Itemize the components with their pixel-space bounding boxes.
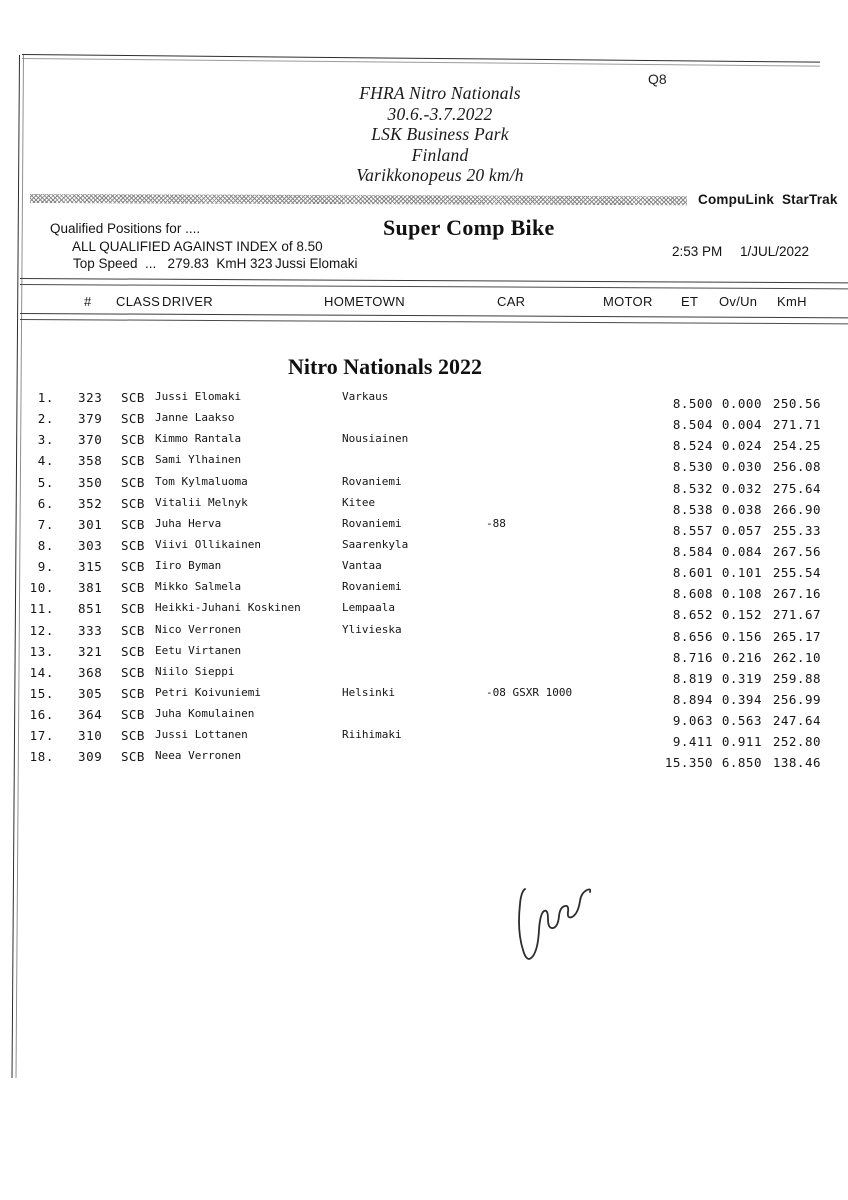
row-et: 8.538 bbox=[672, 501, 713, 517]
row-car: -08 GSXR 1000 bbox=[486, 685, 573, 699]
row-class: SCB bbox=[121, 537, 145, 553]
row-kmh: 259.88 bbox=[772, 670, 821, 686]
row-car-number: 364 bbox=[78, 707, 103, 723]
table-row bbox=[0, 494, 848, 515]
row-car-number: 370 bbox=[78, 432, 103, 448]
row-car: -88 bbox=[486, 516, 506, 530]
row-et: 8.608 bbox=[672, 586, 713, 602]
row-position: 5. bbox=[37, 474, 54, 490]
top-speed-holder-name: Jussi Elomaki bbox=[275, 256, 358, 271]
row-car-number: 381 bbox=[78, 580, 103, 596]
col-header-ovun: Ov/Un bbox=[719, 294, 758, 309]
row-position: 8. bbox=[37, 537, 54, 553]
row-et: 8.500 bbox=[672, 396, 713, 411]
col-header-hometown: HOMETOWN bbox=[324, 294, 405, 309]
table-row bbox=[0, 451, 848, 475]
row-position: 18. bbox=[29, 749, 54, 765]
row-car-number: 309 bbox=[78, 749, 103, 765]
col-header-driver: DRIVER bbox=[162, 294, 213, 309]
row-kmh: 250.56 bbox=[772, 396, 821, 411]
row-ovun: 0.563 bbox=[721, 713, 762, 729]
row-ovun: 0.108 bbox=[721, 586, 762, 602]
results-table bbox=[0, 388, 848, 769]
col-header-motor: MOTOR bbox=[603, 294, 653, 309]
row-car-number: 333 bbox=[78, 622, 103, 638]
row-position: 12. bbox=[29, 622, 54, 638]
row-class: SCB bbox=[121, 601, 145, 617]
row-kmh: 255.54 bbox=[772, 565, 821, 581]
row-kmh: 265.17 bbox=[772, 628, 821, 644]
table-row bbox=[0, 409, 848, 433]
event-dates: 30.6.-3.7.2022 bbox=[387, 103, 493, 124]
top-speed-line: Top Speed ... 279.83 KmH bbox=[73, 256, 247, 271]
row-class: SCB bbox=[121, 643, 145, 659]
row-kmh: 138.46 bbox=[772, 755, 821, 771]
header-rule-top bbox=[20, 278, 848, 289]
table-row bbox=[0, 473, 848, 494]
row-kmh: 255.33 bbox=[772, 522, 821, 538]
row-class: SCB bbox=[121, 664, 145, 680]
row-hometown: Riihimaki bbox=[342, 728, 402, 742]
row-et: 15.350 bbox=[664, 755, 713, 771]
row-car-number: 368 bbox=[78, 664, 103, 680]
row-et: 8.601 bbox=[672, 565, 713, 581]
row-class: SCB bbox=[121, 728, 145, 744]
row-kmh: 266.90 bbox=[772, 501, 821, 517]
row-ovun: 0.000 bbox=[721, 396, 762, 411]
table-row bbox=[0, 726, 848, 750]
event-venue: LSK Business Park bbox=[371, 124, 509, 144]
row-car-number: 323 bbox=[78, 390, 103, 405]
timing-brand: CompuLink StarTrak bbox=[698, 192, 838, 207]
row-kmh: 271.71 bbox=[772, 417, 821, 433]
row-car-number: 301 bbox=[78, 516, 103, 532]
row-driver: Iiro Byman bbox=[155, 559, 222, 573]
event-header bbox=[240, 83, 640, 186]
row-car-number: 305 bbox=[78, 685, 103, 701]
row-et: 8.524 bbox=[672, 438, 713, 454]
row-hometown: Ylivieska bbox=[342, 622, 402, 636]
table-row bbox=[0, 578, 848, 602]
row-kmh: 275.64 bbox=[772, 480, 821, 496]
row-driver: Jussi Elomaki bbox=[155, 390, 242, 403]
row-class: SCB bbox=[121, 474, 145, 490]
table-row bbox=[0, 642, 848, 663]
row-position: 17. bbox=[29, 728, 54, 744]
table-row bbox=[0, 663, 848, 684]
row-ovun: 0.394 bbox=[721, 691, 762, 707]
row-car-number: 352 bbox=[78, 495, 103, 511]
row-ovun: 0.319 bbox=[721, 670, 762, 686]
row-kmh: 256.08 bbox=[772, 459, 821, 475]
row-driver: Petri Koivuniemi bbox=[155, 685, 261, 699]
row-class: SCB bbox=[121, 453, 145, 469]
row-hometown: Rovaniemi bbox=[342, 580, 402, 594]
table-row bbox=[0, 536, 848, 557]
row-kmh: 271.67 bbox=[772, 607, 821, 623]
row-class: SCB bbox=[121, 390, 145, 405]
row-car-number: 851 bbox=[78, 601, 103, 617]
row-driver: Mikko Salmela bbox=[155, 580, 242, 594]
header-rule-bottom bbox=[20, 313, 848, 324]
row-driver: Nico Verronen bbox=[155, 622, 242, 636]
row-et: 8.656 bbox=[672, 628, 713, 644]
row-driver: Juha Komulainen bbox=[155, 707, 255, 721]
print-date: 1/JUL/2022 bbox=[740, 244, 810, 259]
row-et: 8.819 bbox=[672, 670, 713, 686]
row-hometown: Varkaus bbox=[342, 390, 389, 403]
row-position: 2. bbox=[37, 411, 54, 427]
row-hometown: Rovaniemi bbox=[342, 516, 402, 530]
row-driver: Vitalii Melnyk bbox=[155, 495, 248, 509]
row-car-number: 379 bbox=[78, 411, 103, 427]
row-ovun: 0.156 bbox=[721, 628, 762, 644]
event-pit-speed: Varikkonopeus 20 km/h bbox=[356, 165, 524, 185]
row-position: 1. bbox=[37, 390, 54, 405]
row-et: 8.584 bbox=[672, 543, 713, 559]
row-position: 7. bbox=[37, 516, 54, 532]
row-class: SCB bbox=[121, 559, 145, 575]
dither-divider bbox=[30, 194, 687, 205]
row-car-number: 315 bbox=[78, 559, 103, 575]
row-kmh: 256.99 bbox=[772, 691, 821, 707]
row-et: 9.063 bbox=[672, 713, 713, 729]
row-position: 3. bbox=[37, 432, 54, 448]
top-speed-holder-number: 323 bbox=[250, 256, 273, 271]
table-row bbox=[0, 388, 848, 409]
row-driver: Sami Ylhainen bbox=[155, 453, 242, 467]
table-row bbox=[0, 515, 848, 536]
col-header-car: CAR bbox=[497, 294, 526, 309]
row-et: 8.716 bbox=[672, 649, 713, 665]
row-position: 14. bbox=[29, 664, 54, 680]
row-driver: Niilo Sieppi bbox=[155, 664, 235, 678]
row-et: 8.504 bbox=[672, 417, 713, 433]
row-hometown: Lempaala bbox=[342, 601, 395, 615]
row-kmh: 254.25 bbox=[772, 438, 821, 454]
row-ovun: 0.024 bbox=[721, 438, 762, 454]
index-line: ALL QUALIFIED AGAINST INDEX of 8.50 bbox=[72, 239, 323, 254]
row-car-number: 358 bbox=[78, 453, 103, 469]
print-time: 2:53 PM bbox=[672, 244, 723, 259]
row-car-number: 303 bbox=[78, 537, 103, 553]
table-row bbox=[0, 557, 848, 581]
row-class: SCB bbox=[121, 495, 145, 511]
row-class: SCB bbox=[121, 622, 145, 638]
row-kmh: 267.56 bbox=[772, 543, 821, 559]
page-edge-top bbox=[22, 54, 820, 66]
row-class: SCB bbox=[121, 432, 145, 448]
row-ovun: 0.057 bbox=[721, 522, 762, 538]
table-row bbox=[0, 621, 848, 642]
table-row bbox=[0, 684, 848, 705]
col-header-class: CLASS bbox=[116, 294, 161, 309]
row-et: 8.532 bbox=[672, 480, 713, 496]
row-et: 8.557 bbox=[672, 522, 713, 538]
row-class: SCB bbox=[121, 580, 145, 596]
row-driver: Eetu Virtanen bbox=[155, 643, 242, 657]
row-ovun: 0.004 bbox=[721, 417, 762, 433]
row-position: 11. bbox=[29, 601, 54, 617]
row-ovun: 0.038 bbox=[721, 501, 762, 517]
row-class: SCB bbox=[121, 685, 145, 701]
row-ovun: 0.030 bbox=[721, 459, 762, 475]
row-position: 16. bbox=[29, 707, 54, 723]
signature-scribble bbox=[498, 878, 608, 966]
row-class: SCB bbox=[121, 411, 145, 427]
row-kmh: 262.10 bbox=[772, 649, 821, 665]
table-row bbox=[0, 599, 848, 623]
row-et: 9.411 bbox=[672, 734, 713, 750]
row-position: 9. bbox=[37, 559, 54, 575]
row-driver: Neea Verronen bbox=[155, 749, 242, 763]
row-hometown: Saarenkyla bbox=[342, 537, 409, 551]
row-class: SCB bbox=[121, 707, 145, 723]
row-position: 13. bbox=[29, 643, 54, 659]
row-kmh: 267.16 bbox=[772, 586, 821, 602]
col-header-kmh: KmH bbox=[777, 294, 807, 309]
table-row bbox=[0, 705, 848, 729]
results-title: Nitro Nationals 2022 bbox=[288, 354, 482, 379]
row-driver: Viivi Ollikainen bbox=[155, 537, 261, 551]
row-position: 6. bbox=[37, 495, 54, 511]
row-class: SCB bbox=[121, 516, 145, 532]
row-ovun: 0.911 bbox=[721, 734, 762, 750]
row-ovun: 0.032 bbox=[721, 480, 762, 496]
class-title: Super Comp Bike bbox=[383, 215, 555, 240]
row-ovun: 0.152 bbox=[721, 607, 762, 623]
row-position: 15. bbox=[29, 685, 54, 701]
row-driver: Juha Herva bbox=[155, 516, 222, 530]
row-kmh: 252.80 bbox=[772, 734, 821, 750]
row-ovun: 0.084 bbox=[721, 543, 762, 559]
row-kmh: 247.64 bbox=[772, 713, 821, 729]
table-row bbox=[0, 430, 848, 454]
row-driver: Tom Kylmaluoma bbox=[155, 474, 248, 488]
event-name: FHRA Nitro Nationals bbox=[359, 83, 521, 103]
row-class: SCB bbox=[121, 749, 145, 765]
row-et: 8.530 bbox=[672, 459, 713, 475]
row-car-number: 321 bbox=[78, 643, 103, 659]
round-label: Q8 bbox=[648, 71, 667, 87]
row-car-number: 350 bbox=[78, 474, 103, 490]
col-header-pos: # bbox=[84, 294, 92, 309]
row-hometown: Rovaniemi bbox=[342, 474, 402, 488]
row-driver: Jussi Lottanen bbox=[155, 728, 248, 742]
row-ovun: 0.216 bbox=[721, 649, 762, 665]
row-position: 10. bbox=[29, 580, 54, 596]
row-hometown: Nousiainen bbox=[342, 432, 409, 446]
row-ovun: 6.850 bbox=[721, 755, 762, 771]
table-row bbox=[0, 747, 848, 771]
row-hometown: Vantaa bbox=[342, 559, 382, 573]
row-et: 8.652 bbox=[672, 607, 713, 623]
row-driver: Heikki-Juhani Koskinen bbox=[155, 601, 301, 615]
row-driver: Kimmo Rantala bbox=[155, 432, 242, 446]
row-et: 8.894 bbox=[672, 691, 713, 707]
row-ovun: 0.101 bbox=[721, 565, 762, 581]
qualified-positions-label: Qualified Positions for .... bbox=[50, 221, 201, 236]
row-car-number: 310 bbox=[78, 728, 103, 744]
col-header-et: ET bbox=[681, 294, 699, 309]
row-hometown: Helsinki bbox=[342, 685, 395, 699]
row-hometown: Kitee bbox=[342, 495, 376, 509]
event-country: Finland bbox=[411, 144, 469, 165]
row-position: 4. bbox=[37, 453, 54, 469]
row-driver: Janne Laakso bbox=[155, 411, 235, 425]
